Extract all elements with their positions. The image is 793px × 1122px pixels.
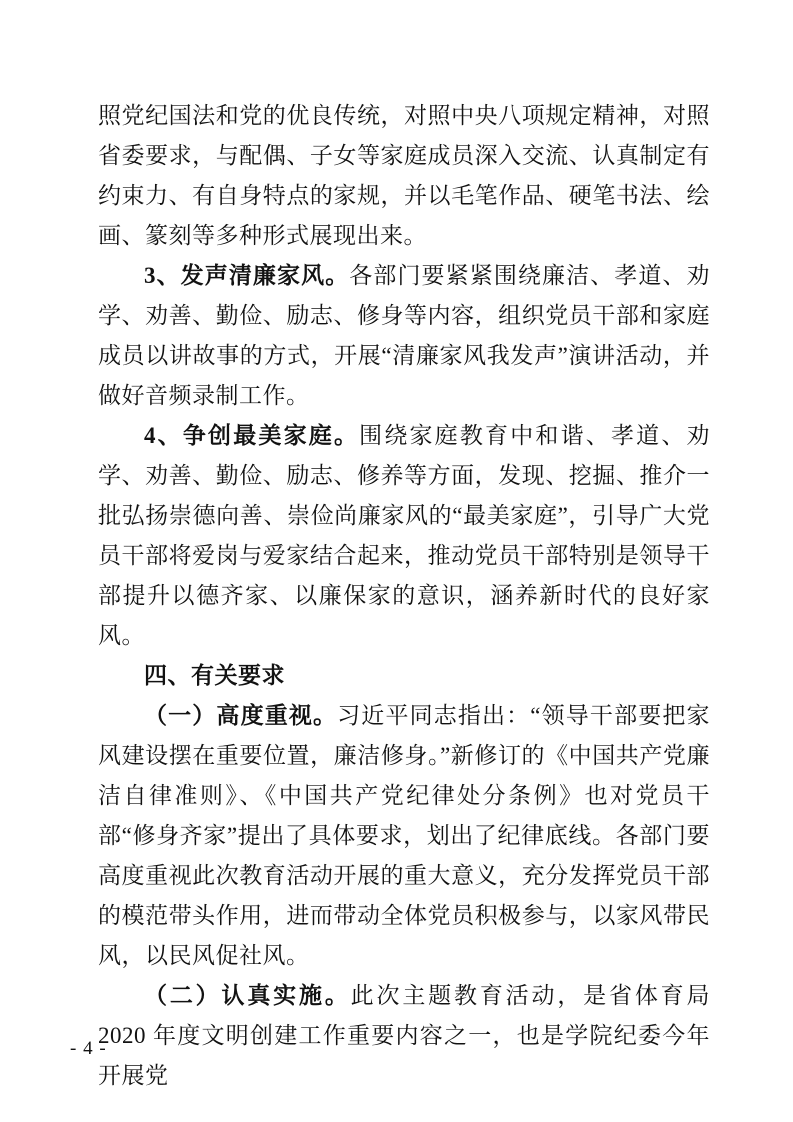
paragraph-text: 习近平同志指出：“领导干部要把家风建设摆在重要位置，廉洁修身。”新修订的《中国共产党廉洁自律准则》、《中国共产党纪律处分条例》也对党员干部“修身齐家”提出了具体要求，划出了纪律底线。各部门要高度重视此次教育活动开展的重大意义，充分发挥党员干部的模范带头作用，进而带动全体党员积极参与，以家风带民风，以民风促社风。 (98, 703, 711, 968)
paragraph-family-rules-continued (98, 96, 710, 256)
paragraph-text: 围绕家庭教育中和谐、孝道、劝学、劝善、勤俭、励志、修养等方面，发现、挖掘、推介一批弘扬崇德向善、崇俭尚廉家风的“最美家庭”，引导广大党员干部将爱岗与爱家结合起来，推动党员干部特别是领导干部提升以德齐家、以廉保家的意识，涵养新时代的良好家风。 (98, 423, 711, 648)
page-number: - 4 - (70, 1038, 107, 1059)
paragraph-text: 各部门要紧紧围绕廉洁、孝道、劝学、劝善、勤俭、励志、修身等内容，组织党员干部和家庭成员以讲故事的方式，开展“清廉家风我发声”演讲活动，并做好音频录制工作。 (98, 263, 711, 408)
paragraph-lead: （一）高度重视。 (144, 703, 338, 728)
section-heading-requirements: 四、有关要求 (144, 663, 285, 688)
paragraph-lead: （二）认真实施。 (144, 983, 351, 1008)
paragraph-text: 照党纪国法和党的优良传统，对照中央八项规定精神，对照省委要求，与配偶、子女等家庭成员深入交流、认真制定有约束力、有自身特点的家规，并以毛笔作品、硬笔书法、绘画、篆刻等多种形式展现出来。 (98, 103, 710, 248)
paragraph-text: 此次主题教育活动，是省体育局 2020 年度文明创建工作重要内容之一，也是学院纪委今年开展党 (98, 983, 711, 1088)
document-body (98, 96, 710, 1096)
paragraph-lead: 4、争创最美家庭。 (144, 423, 360, 448)
paragraph-item-4-most-beautiful-family (98, 416, 710, 656)
paragraph-item-3-voice-clean-family-style (98, 256, 710, 416)
paragraph-requirement-2-earnest-implementation (98, 976, 710, 1096)
paragraph-lead: 3、发声清廉家风。 (144, 263, 350, 288)
paragraph-requirement-1-high-importance (98, 696, 710, 976)
